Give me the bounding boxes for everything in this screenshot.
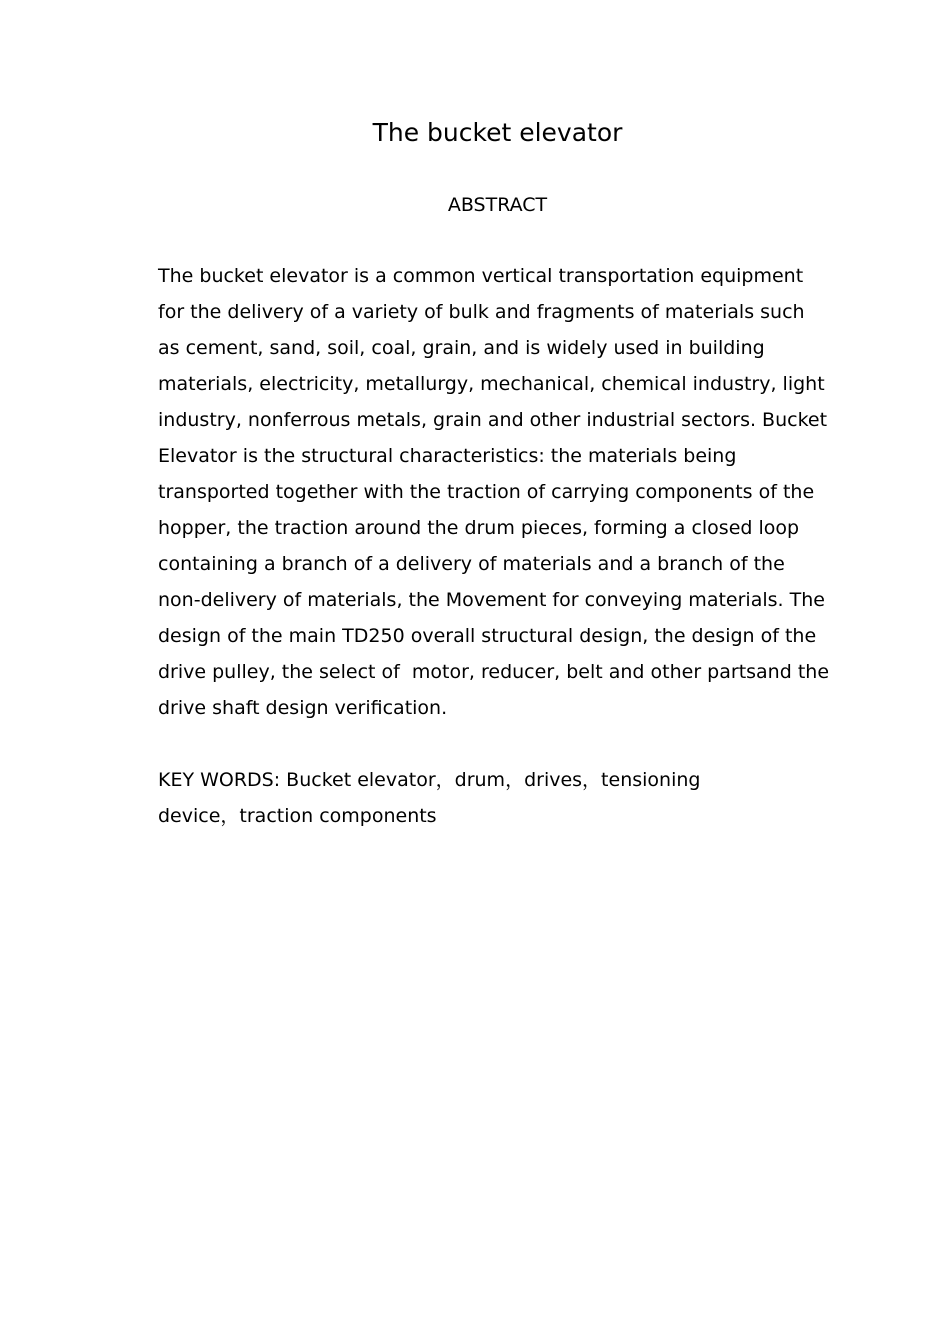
abstract-line: containing a branch of a delivery of materials and a branch of the — [158, 553, 785, 575]
abstract-line: Elevator is the structural characteristics: the materials being — [158, 445, 737, 467]
abstract-line: design of the main TD250 overall structural design, the design of the — [158, 625, 817, 647]
abstract-line: drive shaft design verification. — [158, 697, 448, 719]
keywords-line: KEY WORDS: Bucket elevator，drum，drives，tensioning — [158, 769, 701, 791]
document-title: The bucket elevator — [372, 118, 623, 147]
keywords-paragraph — [158, 762, 858, 834]
abstract-heading: ABSTRACT — [447, 194, 548, 216]
abstract-line: non-delivery of materials, the Movement for conveying materials. The — [158, 589, 825, 611]
abstract-line: transported together with the traction of carrying components of the — [158, 481, 815, 503]
abstract-line: materials, electricity, metallurgy, mechanical, chemical industry, light — [158, 373, 825, 395]
abstract-line: The bucket elevator is a common vertical transportation equipment — [158, 265, 804, 287]
abstract-body — [158, 258, 858, 726]
abstract-line: for the delivery of a variety of bulk and fragments of materials such — [158, 301, 805, 323]
abstract-line: industry, nonferrous metals, grain and other industrial sectors. Bucket — [158, 409, 828, 431]
abstract-line: drive pulley, the select of motor, reducer, belt and other partsand the — [158, 661, 830, 683]
abstract-line: hopper, the traction around the drum pieces, forming a closed loop — [158, 517, 800, 539]
keywords-line: device，traction components — [158, 805, 437, 827]
abstract-line: as cement, sand, soil, coal, grain, and is widely used in building — [158, 337, 765, 359]
